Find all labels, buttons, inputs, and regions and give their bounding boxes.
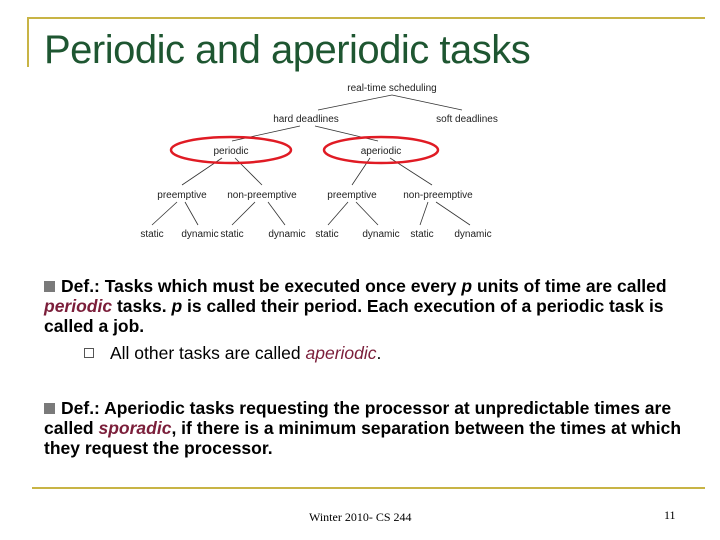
page-number: 11 (664, 508, 676, 522)
node-hard-deadlines: hard deadlines (273, 114, 339, 125)
hollow-square-bullet-icon (84, 348, 94, 358)
node-non-preemptive: non-preemptive (403, 190, 473, 201)
slide-footer: Winter 2010- CS 244 (309, 510, 412, 524)
leaf-dynamic: dynamic (181, 229, 219, 240)
scheduling-classification-diagram (0, 0, 720, 260)
leaf-dynamic: dynamic (454, 229, 492, 240)
leaf-static: static (220, 229, 244, 240)
periodic-term: periodic (44, 296, 113, 316)
slide-title: Periodic and aperiodic tasks (44, 28, 531, 72)
node-aperiodic: aperiodic (360, 146, 402, 157)
node-preemptive: preemptive (157, 190, 207, 201)
square-bullet-icon (44, 281, 55, 292)
node-non-preemptive: non-preemptive (227, 190, 297, 201)
sporadic-definition-paragraph: Def.: Aperiodic tasks requesting the processor at unpredictable times are called sporadic, if there is a minimum separation between the times at which they request the processor. (44, 398, 682, 458)
sporadic-term: sporadic (98, 418, 172, 438)
square-bullet-icon (44, 403, 55, 414)
leaf-dynamic: dynamic (362, 229, 400, 240)
leaf-static: static (410, 229, 434, 240)
leaf-static: static (140, 229, 164, 240)
aperiodic-sub-bullet: All other tasks are called aperiodic. (84, 343, 381, 364)
leaf-static: static (315, 229, 339, 240)
aperiodic-term: aperiodic (305, 343, 377, 363)
leaf-dynamic: dynamic (268, 229, 306, 240)
node-real-time-scheduling: real-time scheduling (347, 83, 437, 94)
node-soft-deadlines: soft deadlines (436, 114, 498, 125)
node-periodic: periodic (213, 146, 249, 157)
periodic-definition-paragraph: Def.: Tasks which must be executed once every p units of time are called periodic tasks. p is called their period. Each execution of a periodic task is called a job. (44, 276, 667, 336)
slide-frame-bottom (32, 487, 705, 489)
node-preemptive: preemptive (327, 190, 377, 201)
